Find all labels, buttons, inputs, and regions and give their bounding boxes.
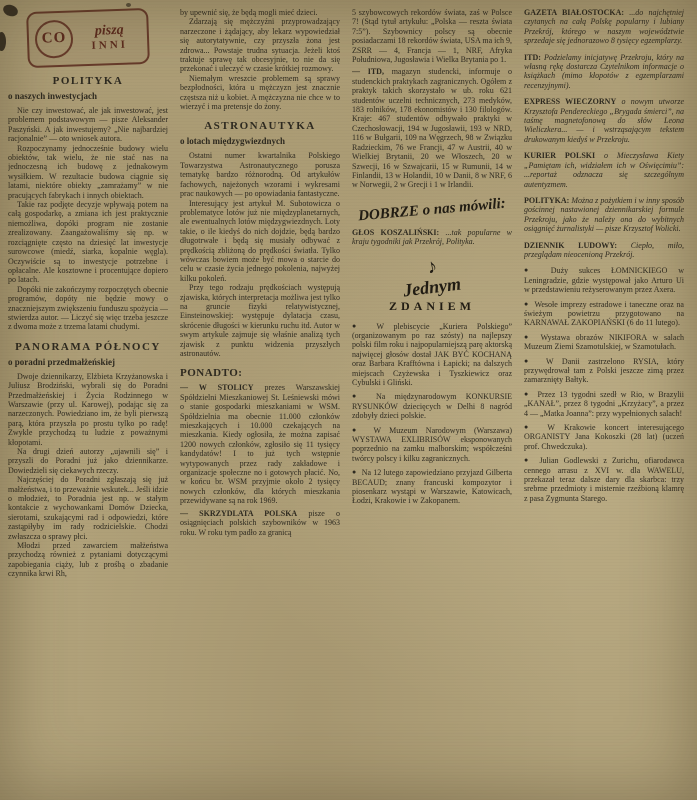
paragraph: Zdarzają się mężczyźni przyprowadzający narzeczone i żądający, aby lekarz wypowiedział się autorytatywnie, czy przyszła żona jest zdrowa... Powstaje trudna sytuacja. Jeżeli ktoś traktuje sprawę tak obcesyjnie, to nie da się przekonać i uleczyć w czasie krótkiej rozmowy.: [180, 17, 340, 74]
paragraph: Takie raz podjęte decyzje wpływają potem na całą gospodarkę, a zmiana ich jest praktycznie niemożliwa, dopóki program nie zostanie zrealizowany. Zaangażowaliśmy się np. w rozciągnięte często na dziesięć lat inwestycje surowcowe (miedź, siarka, kopalnie węgla). Oczywiście są to inwestycje potrzebne i opłacalne. Ale kosztowne i procentujące dopiero po latach.: [8, 200, 168, 285]
news-text: Wystawa obrazów NIKIFORA w salach Muzeum Ziemi Szamotulskiej, w Szamotułach.: [524, 332, 684, 352]
press-quote: [352, 228, 512, 247]
bullet-icon: ●: [524, 266, 538, 275]
section-subheading-panorama: o poradni przedmałżeńskiej: [8, 356, 115, 367]
news-item: [524, 357, 684, 385]
news-item: [352, 322, 512, 388]
bullet-icon: ●: [524, 356, 535, 365]
stamp-wordmark: [78, 23, 142, 52]
paragraph: Niemałym wreszcie problemem są sprawy bezpłodności, która u mężczyzn jest znacznie częstsza niż u kobiet. A mężczyzna nie chce w to wierzyć i ma pretensje do żony.: [180, 73, 340, 112]
co-pisza-inni-logo: [26, 8, 150, 68]
press-quote: [524, 151, 684, 189]
quote-text: Ciepło, miło, przeglądam nieocenioną Przekrój.: [524, 240, 684, 259]
bullet-icon: ●: [352, 321, 364, 330]
column-4: [524, 8, 684, 800]
quote-source: POLITYKA:: [524, 195, 570, 205]
news-text: Na międzynarodowym KONKURSIE RYSUNKÓW dziecięcych w Delhi 8 nagród zdobyły dzieci polskie.: [352, 392, 512, 421]
paragraph: by upewnić się, że będą mogli mieć dzieci.: [180, 8, 318, 17]
news-item: [524, 300, 684, 328]
bullet-icon: ●: [352, 468, 357, 477]
badge-jednym-text: Jednym: [401, 273, 463, 300]
news-item: [352, 392, 512, 420]
news-item: [524, 423, 684, 451]
news-item-text: prezes Warszawskiej Spółdzielni Mieszkaniowej St. Leśniewski mówi o stanie gospodarki mieszkaniami w WSM. Spółdzielnia ma obecnie 11.000 członków mieszkających i 10.000 czekających na mieszkania. Kiedy ogłosiła, że można zapisać 1200 nowych członków, zgłosiło się 11 tysięcy kandydatów! I to już tych wstępnie wytypowanych przez rady zakładowe i organizacje społeczne no i gotowych płacić. No, w końcu br. WSM przyjmie około 2 tysięcy nowych członków, dla których mieszkania przewidywane są na rok 1969.: [180, 383, 340, 506]
paragraph: Rozpoczynamy jednocześnie budowy wielu obiektów, tak wielu, że nie stać nas na jednoczesną ich budowę z jednakowym wysiłkiem. W rezultacie budowa ciągnie się latami, niektóre obiekty „zamrażamy” w nie pracujących fabrykach i innych obiektach.: [8, 143, 168, 200]
stamp-pisza-text: piszą: [94, 22, 124, 39]
bullet-icon: ●: [352, 392, 364, 401]
bullet-icon: ●: [524, 332, 532, 341]
badge-zdaniem-text: ZDANIEM: [388, 298, 475, 313]
bullet-icon: ●: [524, 456, 532, 465]
news-text: Na 12 lutego zapowiedziano przyjazd Gilberta BECAUD; znany francuski kompozytor i piosenkarz wystąpi w Warszawie, Katowicach, Łodzi, Krakowie i w Zakopanem.: [352, 468, 512, 506]
quote-source: GŁOS KOSZALIŃSKI:: [352, 227, 440, 237]
news-item: [352, 468, 512, 506]
paragraph: Przy tego rodzaju prędkościach występują zjawiska, których interpretacja możliwa jest tylko na gruncie fizyki relatywistycznej, Einsteinowskiej: występuje dylatacja czasu, skrócenie długości w kierunku ruchu itd. Autor w swym artykule zajmuje się właśnie analizą tych zjawisk z punktu widzenia przyszłych astronautów.: [180, 283, 340, 358]
news-item: [524, 266, 684, 294]
news-item: [180, 509, 340, 537]
one-sentence-badge: [352, 254, 512, 313]
quote-source: KURIER POLSKI: [524, 151, 596, 161]
bullet-icon: ●: [524, 423, 536, 432]
news-item: [524, 456, 684, 503]
news-item-text: magazyn studencki, informuje o studenckich praktykach zagranicznych. Ogółem z praktyk takich skorzystało w ub. roku 621 studentów uczelni technicznych, 273 medyków, 183 rolników, 178 ekonomistów i 130 filologów. Kraje: 467 studentów odbywało praktyki w Czechosłowacji, 194 w Jugosławii, 193 w NRD, 116 w Bułgarii, 109 na Węgrzech, 98 w Związku Radzieckim, 76 we Francji, 47 w Austrii, 40 w Wielkiej Brytanii, 20 we Włoszech, 20 w Szwecji, 16 w Szwajcarii, 15 w Rumunii, 14 w Finlandii, 13 w Holandii, 10 w Danii, 8 w NRF, 6 w Norwegii, 2 w Grecji i 1 w Irlandii.: [352, 67, 512, 190]
news-text: W Muzeum Narodowym (Warszawa) WYSTAWA EXLIBRISÓW eksponowanych poprzednio na zamku malborskim; współcześni twórcy polscy i kilku zagranicznych.: [352, 425, 512, 463]
bullet-icon: ●: [352, 425, 363, 434]
news-item: [524, 390, 684, 418]
section-heading-ponadto: PONADTO:: [180, 367, 243, 380]
news-item: [352, 67, 512, 189]
news-text: W Krakowie koncert interesującego ORGANISTY Jana Kokoszki (28 lat) (uczeń prof. Chwedczuka).: [524, 423, 684, 451]
quote-text: o nowym utworze Krzysztofa Pendereckiego „Brygada śmierci”, na taśmę magnetofonową do słów Leona Wieliczkera... — i wstrząsającym tekstem drukowanym kiedyś w Przekroju.: [524, 97, 684, 144]
music-note-icon: ♪: [424, 254, 440, 279]
press-quote: [524, 97, 684, 144]
news-item: [180, 383, 340, 505]
column-1: [8, 8, 168, 800]
press-quote: [524, 53, 684, 91]
section-subheading-polityka: o naszych inwestycjach: [8, 91, 97, 101]
paragraph: Dopóki nie zakończymy rozpoczętych obecnie programów, dopóty nie będzie mowy o znaczniejszym zwiększeniu funduszu spożycia — stwierdza autor. — Liczyć się więc trzeba jeszcze z dwoma może z trzema latami chudymi.: [8, 284, 168, 332]
news-text: W plebiscycie „Kuriera Polskiego” (organizowanym po raz szósty) na najlepszy polski film roku i najpopularniejszą parę aktorską najwięcej głosów dostał JAK BYĆ KOCHANĄ oraz Barbara Krafftówna i Łapicki; na dalszych miejscach Czyżewska i Tyszkiewicz oraz Cybulski i Gliński.: [352, 321, 512, 387]
stamp-inni-text: INNI: [91, 38, 129, 52]
news-text: Julian Godlewski z Zurichu, ofiarodawca cennego arrasu z XVI w. dla WAWELU, przekazał teraz dalsze dary dla skarbca: trzy srebrne przedmioty i misternie rzeźbioną klamrę z pasa Zygmunta Starego.: [524, 456, 684, 503]
paragraph: Ostatni numer kwartalnika Polskiego Towarzystwa Astronautycznego porusza tematykę bardzo różnorodną. Od artykułów fachowych, najeżonych wzorami i wykresami prac naukowych — po opowiadania fantastyczne.: [180, 151, 340, 199]
quote-text: Można z pożytkiem i w inny sposób gościnnej nastawionej dziennikarskiej formule Przekroju, jako że należy ona do wybitnych osiągnięć żurnalistyki — pisze Krzysztof Wolicki.: [524, 195, 684, 234]
section-subheading-astronautyka: o lotach międzygwiezdnych: [180, 136, 285, 147]
quote-text: ...tak popularne w kraju tygodniki jak Przekrój, Polityka.: [352, 227, 512, 247]
news-item: [352, 426, 512, 464]
column-2: [180, 8, 340, 800]
paragraph: Interesujący jest artykuł M. Subotowicza o problematyce lotów już nie międzyplanetarnych, ale ewentualnych lotów międzygwiezdnych. Loty takie, o ile kiedyś do nich dojdzie, będą bardzo długotrwałe i będą się musiały odbywać z prędkością zbliżoną do prędkości światła. Tylko wówczas bowiem może być mowa o starcie do celu w czasie życia jednego pokolenia, najwyżej kilku pokoleń.: [180, 198, 340, 283]
script-heading-dobrze-o-nas: DOBRZE o nas mówili:: [357, 195, 507, 225]
ink-blot: [0, 32, 6, 51]
ink-blot: [126, 3, 131, 7]
news-item-lead: — SKRZYDLATA POLSKA: [180, 508, 298, 518]
paragraph: Na drugi dzień autorzy „ujawnili się” i przyszli do Poradni już jako dziennikarze. Dowiedzieli się ciekawych rzeczy.: [8, 447, 168, 475]
quote-source: GAZETA BIAŁOSTOCKA:: [524, 8, 625, 17]
quote-text: o Mieczysława Kiety „Pamiętam ich, widziałem ich w Oświęcimiu”: ...reportaż odznacza się szczególnym autentyzmem.: [524, 151, 684, 189]
news-item: [524, 333, 684, 352]
press-quote: [524, 8, 684, 46]
quote-source: ITD:: [524, 52, 541, 62]
press-quote: [524, 196, 684, 234]
section-heading-panorama: PANORAMA PÓŁNOCY: [15, 340, 161, 353]
news-item-text: pisze o osiągnięciach polskich szybowników w 1963 roku. W roku tym padło za granicą: [180, 508, 340, 537]
quote-source: DZIENNIK LUDOWY:: [524, 240, 617, 250]
news-text: Duży sukces ŁOMNICKIEGO w Leningradzie, gdzie występował jako Arturo Ui w przedstawieniu reżyserowanym przez Axera.: [524, 266, 684, 295]
column-3: [352, 8, 512, 800]
paragraph: Nie czy inwestować, ale jak inwestować, jest problemem podstawowym — pisze Aleksander Paszyński. A jak inwestujemy? „Nie najbardziej racjonalnie” — oto wniosek autora.: [8, 106, 168, 144]
stamp-co-circle: [34, 20, 73, 59]
news-text: Przez 13 tygodni szedł w Rio, w Brazylii „KANAŁ”, przez 8 tygodni „Krzyżacy”, a przez 4 — „Matka Joanna”: przy wypełnionych salach!: [524, 389, 684, 418]
news-text: Wesołe imprezy estradowe i taneczne oraz na świeżym powietrzu przygotowano na KARNAWAŁ ZAKOPIAŃSKI (6 do 11 lutego).: [524, 299, 684, 328]
paragraph: 5 szybowcowych rekordów świata, zaś w Polsce 7! (Stąd tytuł artykułu: „Polska — reszta świata 7:5”). Szybownicy polscy są obecnie posiadaczami 18 rekordów świata, USA ma ich 9, ZSRR — 4, Francja — 1, NRF, Afryka Południowa, Jugosławia i Wielka Brytania po 1.: [352, 8, 512, 65]
news-item-lead: — ITD,: [352, 67, 384, 77]
quote-text: ...do najchętniej czytanych na całą Polskę popularny i lubiany Przekrój, którego w naszym województwie sprzedaje się jednorazowo 8 tysięcy egzemplarzy.: [524, 8, 684, 46]
bullet-icon: ●: [524, 389, 531, 398]
bullet-icon: ●: [524, 299, 529, 308]
paragraph: Młodzi przed zawarciem małżeństwa przychodzą również z pytaniami dotyczącymi zapobiegania ciąży, lub z prośbą o zbadanie czynnika krwi Rh,: [8, 541, 168, 579]
section-heading-astronautyka: ASTRONAUTYKA: [204, 120, 316, 133]
quote-source: EXPRESS WIECZORNY: [524, 97, 617, 107]
paragraph: Dwoje dziennikarzy, Elżbieta Krzyżanowska i Juliusz Brodziński, wybrali się do Poradni Przedmałżeńskiej i Życia Rodzinnego w Warszawie (przy ul. Karowej), podając się za narzeczonych. Powiedziano im, że byli pierwszą parą, która przyszła po prostu tylko po radę! Zwykle przychodzą tu ludzie z poważnymi kłopotami.: [8, 371, 168, 447]
press-quote: [524, 241, 684, 260]
news-text: W Danii zastrzelono RYSIA, który przywędrował tam z Polski jeszcze zimą przez zamarznięty Bałtyk.: [524, 356, 684, 385]
paragraph: Najczęściej do Poradni zgłaszają się już małżeństwa, i to przeważnie wskutek... Jeśli idzie o młodzież, to Poradnia jest np. w stałym kontakcie z wychowankami Domów Dziecka, sierotami, szukającymi rad i odpowiedzi, które zastąpiłyby im rady rodzicielskie. Chodzi zwłaszcza o sprawy płci.: [8, 475, 168, 541]
stamp-co-text: CO: [41, 30, 67, 47]
section-heading-polityka: POLITYKA: [52, 75, 124, 87]
quote-text: Podzielamy inicjatywę Przekroju, który na własną rękę dostarcza Czytelnikom informacje o książkach (mimo kłopotów z egzemplarzami recenzyjnymi).: [524, 52, 684, 90]
news-item-lead: — W STOLICY: [180, 383, 254, 393]
